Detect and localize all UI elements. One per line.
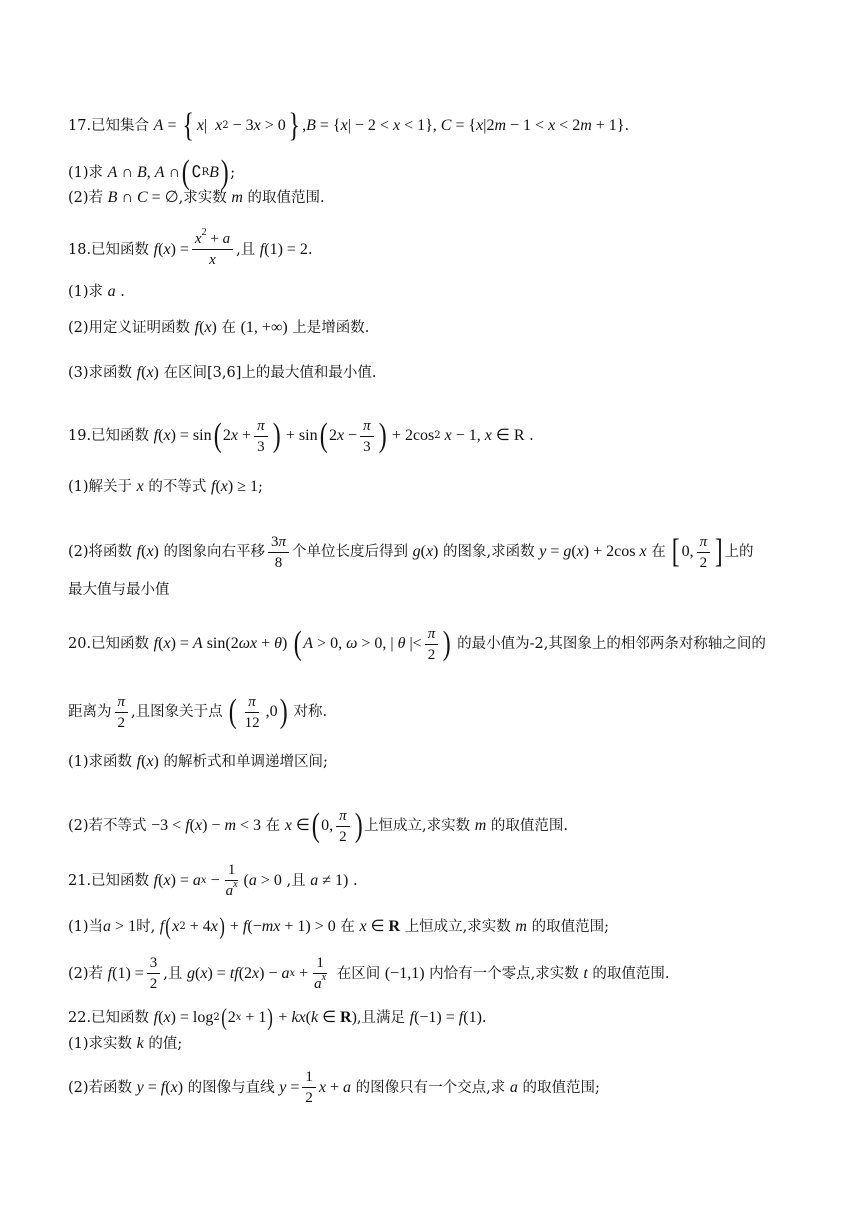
question-19-part-2: (2)将函数 f ( x ) 的图象向右平移 $\frac{3\pi}{8}$ 个单位长度后得到 g ( x ) 的图象,求函数 y = g ( x ) + 2cos x 在 [ 0, $\frac{\pi}{2}$ ] 上的 <box>68 533 754 571</box>
question-20-part-2: (2)若不等式 −3 < f ( x ) − m < 3 在 x ∈ ( 0, $\frac{\pi}{2}$ ) 上恒成立,求实数 m 的取值范围. <box>68 807 568 845</box>
question-17-part-2: (2)若 B ∩ C = ∅ ,求实数 m 的取值范围. <box>68 189 325 206</box>
question-22: 22.已知函数 f ( x ) = log 2 ( 2 x + 1 ) + kx ( k ∈ R ) ,且满足 f (−1) = f (1) . <box>68 1005 487 1031</box>
question-22-part-1: (1)求实数 k 的值; <box>68 1035 183 1052</box>
question-20-part-1: (1)求函数 f ( x ) 的解析式和单调递增区间; <box>68 753 328 770</box>
fraction: $\frac{x^2 + a}{x}$ <box>192 230 233 269</box>
question-17-part-1: (1)求 A ∩ B , A ∩ ( ∁ R B ) ; <box>68 154 236 191</box>
question-19: 19.已知函数 f ( x ) = sin ( 2 x + $\frac{\pi}{3}$ ) + sin ( 2 x − $\frac{\pi}{3}$ ) + 2cos 2 x − 1, x ∈ R . <box>68 417 534 455</box>
question-21-part-2: (2)若 f (1) = $\frac{3}{2}$ ,且 g ( x ) = tf (2 x ) − a x + $\frac{1}{a^x}$ 在区间 (−1,1) 内恰有一个零点,求实数 t 的取值范围. <box>68 955 670 992</box>
question-22-part-2: (2)若函数 y = f ( x ) 的图像与直线 y = $\frac{1}{2}$ x + a 的图像只有一个交点,求 a 的取值范围; <box>68 1069 600 1106</box>
question-17: 17.已知集合 A = { x | x 2 − 3 x > 0 } , B = { x | − 2 < x < 1}, C = { x |2 m − 1 < x < 2 m + 1} . <box>68 107 630 144</box>
question-18: 18.已知函数 f ( x ) = $\frac{x^2 + a}{x}$ ,且 f (1) = 2 . <box>68 227 313 268</box>
question-18-part-3: (3)求函数 f ( x ) 在区间[3,6]上的最大值和最小值. <box>68 364 377 381</box>
question-20: 20.已知函数 f ( x ) = A sin(2 ωx + θ ) ( A > 0, ω > 0, | θ |< $\frac{\pi}{2}$ ) 的最小值为-2,其图象上的相邻两条对称轴之间的 <box>68 625 766 663</box>
question-18-part-2: (2)用定义证明函数 f ( x ) 在 (1, +∞) 上是增函数. <box>68 319 370 336</box>
question-20-cont: 距离为 $\frac{\pi}{2}$ ,且图象关于点 ( $\frac{\pi}{12}$ ,0 ) 对称. <box>68 693 328 731</box>
question-21-part-1: (1)当 a > 1 时, f ( x 2 + 4 x ) + f (− mx + 1) > 0 在 x ∈ R 上恒成立,求实数 m 的取值范围; <box>68 914 609 940</box>
question-21: 21.已知函数 f ( x ) = a x − $\frac{1}{a^x}$ ( a > 0 ,且 a ≠ 1) . <box>68 862 358 899</box>
question-18-part-1: (1)求 a . <box>68 283 125 300</box>
question-19-part-2-cont: 最大值与最小值 <box>68 582 170 598</box>
question-19-part-1: (1)解关于 x 的不等式 f ( x ) ≥ 1 ; <box>68 478 263 495</box>
